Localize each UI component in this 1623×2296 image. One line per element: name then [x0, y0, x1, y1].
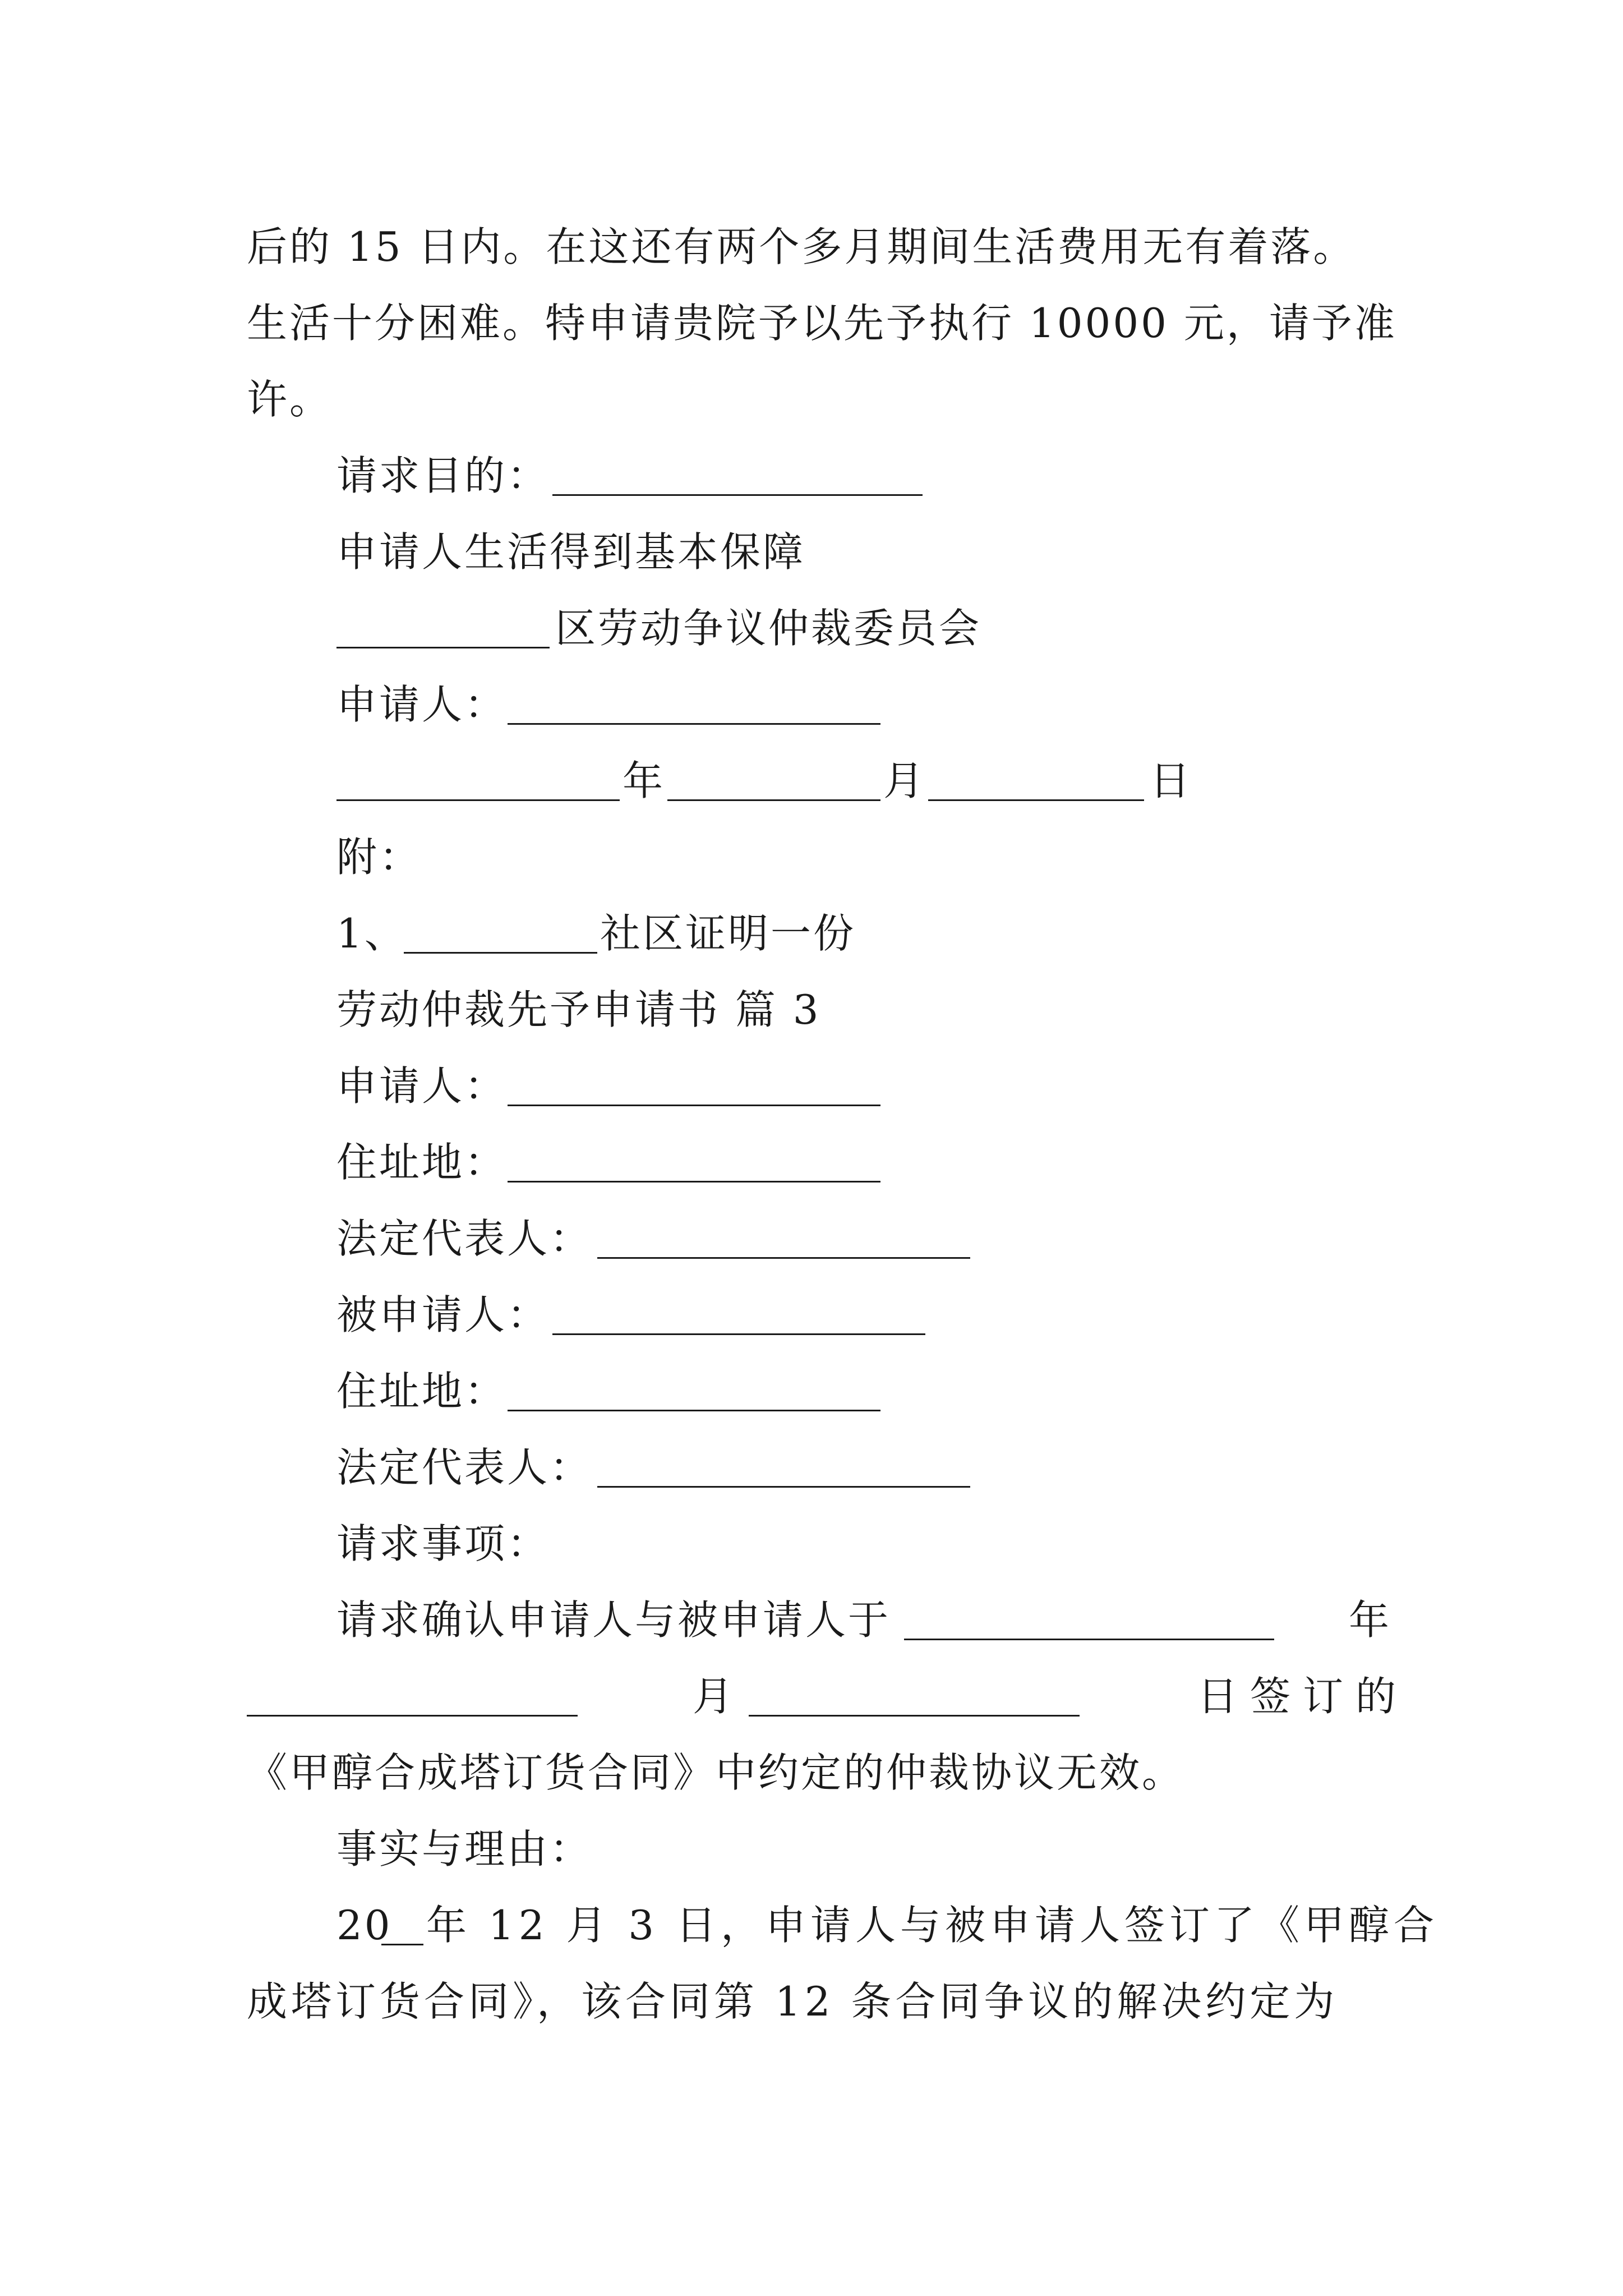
facts-line — [0, 1894, 1623, 1956]
applicant-label: 申请人： — [336, 681, 508, 728]
committee-line — [0, 597, 1623, 659]
claims-label: 请求事项： — [336, 1520, 550, 1567]
fill-blank — [928, 797, 1144, 801]
fill-blank — [336, 645, 550, 648]
fill-blank — [597, 1484, 970, 1488]
purpose-label: 请求目的： — [336, 452, 550, 499]
day-label: 日 — [1150, 757, 1193, 804]
body-text: 生活十分困难。特申请贵院予以先予执行 10000 元，请予准 — [247, 300, 1397, 347]
claim-line — [0, 1742, 1623, 1803]
paragraph-line — [0, 292, 1623, 354]
month-label: 月 — [883, 757, 926, 804]
attachment-text: 社区证明一份 — [600, 910, 856, 957]
paragraph-line — [0, 216, 1623, 278]
claim-line — [0, 1589, 1623, 1651]
facts-text: 20 — [336, 1902, 393, 1949]
attachment-label: 附： — [336, 834, 422, 881]
applicant-line — [0, 674, 1623, 735]
legal-rep-label: 法定代表人： — [336, 1444, 593, 1491]
claims-heading-line — [0, 1513, 1623, 1575]
claim-text: 《甲醇合成塔订货合同》中约定的仲裁协议无效。 — [247, 1749, 1185, 1796]
facts-line — [0, 1971, 1623, 2032]
respondent-label: 被申请人： — [336, 1291, 550, 1338]
committee-name: 区劳动争议仲裁委员会 — [555, 605, 982, 652]
fill-blank — [508, 1407, 880, 1411]
address-label: 住址地： — [336, 1139, 508, 1186]
form-field — [0, 1208, 1623, 1269]
form-field — [0, 1437, 1623, 1498]
fill-blank — [508, 1179, 880, 1182]
applicant-label: 申请人： — [336, 1062, 508, 1110]
legal-rep-label: 法定代表人： — [336, 1215, 593, 1262]
fill-blank — [904, 1636, 1274, 1640]
fill-blank — [552, 492, 923, 496]
form-field — [0, 1131, 1623, 1193]
fill-blank — [552, 1331, 925, 1335]
attachment-number: 1、 — [336, 910, 407, 957]
fill-blank — [404, 950, 597, 954]
claim-day: 日签订的 — [1197, 1673, 1409, 1720]
fill-blank — [667, 797, 880, 801]
purpose-line — [0, 445, 1623, 507]
fill-blank — [247, 1713, 578, 1717]
purpose-text: 申请人生活得到基本保障 — [336, 528, 806, 576]
body-text: 许。 — [247, 376, 333, 423]
fill-blank — [508, 721, 880, 725]
attachment-line — [0, 826, 1623, 888]
claim-text: 请求确认申请人与被申请人于 — [336, 1596, 891, 1644]
year-label: 年 — [623, 757, 666, 804]
fill-blank — [508, 1102, 880, 1106]
date-line — [0, 750, 1623, 812]
facts-text: 年 12 月 3 日，申请人与被申请人签订了《甲醇合 — [426, 1902, 1438, 1949]
form-field — [0, 1360, 1623, 1422]
claim-year: 年 — [1349, 1596, 1392, 1644]
section-title-line — [0, 979, 1623, 1041]
claim-month: 月 — [693, 1673, 736, 1720]
purpose-text-line — [0, 521, 1623, 583]
claim-line — [0, 1665, 1623, 1727]
address-label: 住址地： — [336, 1368, 508, 1415]
fill-blank — [749, 1713, 1080, 1717]
facts-heading-line — [0, 1818, 1623, 1880]
form-field — [0, 1284, 1623, 1346]
section-title: 劳动仲裁先予申请书 篇 3 — [336, 986, 821, 1033]
body-text: 后的 15 日内。在这还有两个多月期间生活费用无有着落。 — [247, 223, 1356, 270]
paragraph-line — [0, 369, 1623, 430]
facts-label: 事实与理由： — [336, 1825, 593, 1872]
form-field — [0, 1055, 1623, 1117]
fill-blank — [336, 797, 620, 801]
facts-text: 成塔订货合同》，该合同第 12 条合同争议的解决约定为 — [247, 1978, 1339, 2025]
fill-blank — [597, 1255, 970, 1259]
attachment-item — [0, 903, 1623, 964]
fill-blank — [381, 1941, 423, 1945]
